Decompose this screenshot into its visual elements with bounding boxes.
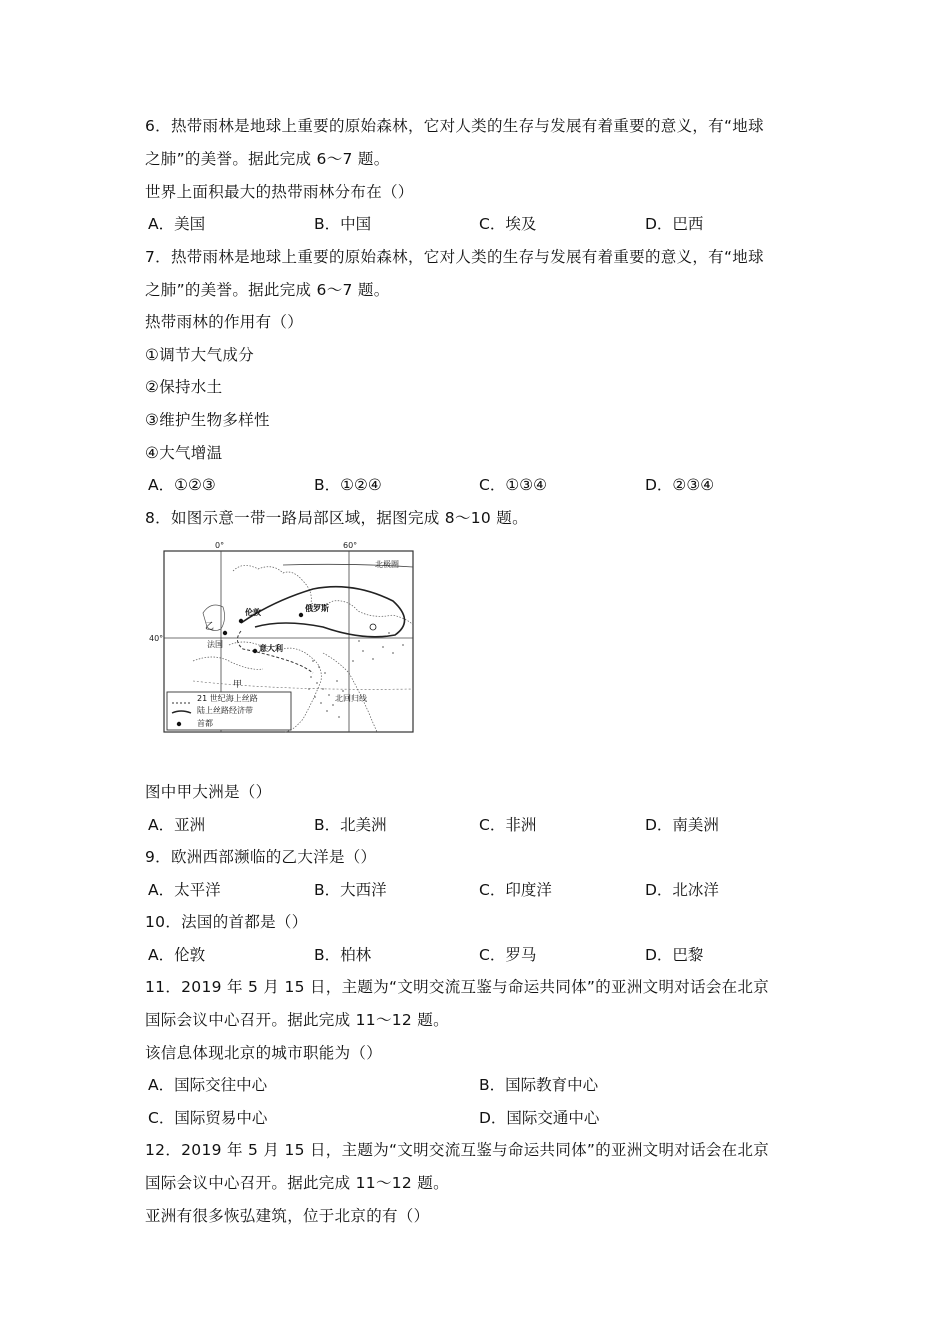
capital-dot-moscow xyxy=(299,613,303,617)
label-jia-continent: 甲 xyxy=(233,680,243,690)
q8-question: 图中甲大洲是（） xyxy=(145,783,272,801)
q11-option-d[interactable]: D．国际交通中心 xyxy=(479,1109,600,1127)
label-yi-ocean: 乙 xyxy=(205,622,215,632)
q9-option-a[interactable]: A．太平洋 xyxy=(148,881,221,899)
q7-item-4: ④大气增温 xyxy=(145,444,223,462)
legend-capital: 首都 xyxy=(197,719,213,728)
capital-dot-rome xyxy=(253,649,257,653)
q12-stem-line2: 国际会议中心召开。据此完成 11～12 题。 xyxy=(145,1174,449,1192)
q8-stem: 8．如图示意一带一路局部区域，据图完成 8～10 题。 xyxy=(145,509,528,527)
capital-dot-london xyxy=(239,619,243,623)
q10-question: 10．法国的首都是（） xyxy=(145,913,308,931)
label-france: 法国 xyxy=(207,640,223,649)
q10-options xyxy=(148,945,828,965)
q7-option-b[interactable]: B．①②④ xyxy=(314,476,382,494)
q8-option-a[interactable]: A．亚洲 xyxy=(148,816,206,834)
q9-option-b[interactable]: B．大西洋 xyxy=(314,881,387,899)
label-lon-0: 0° xyxy=(215,541,225,550)
q7-stem-line2: 之肺”的美誉。据此完成 6～7 题。 xyxy=(145,281,390,299)
q11-stem-line1: 11．2019 年 5 月 15 日，主题为“文明交流互鉴与命运共同体”的亚洲文明对话会在北京 xyxy=(145,978,770,996)
q10-option-b[interactable]: B．柏林 xyxy=(314,946,372,964)
q6-question: 世界上面积最大的热带雨林分布在（） xyxy=(145,183,414,201)
label-london: 伦敦 xyxy=(245,608,261,617)
belt-road-map xyxy=(149,541,415,733)
label-lon-60: 60° xyxy=(343,541,358,550)
label-arctic-circle: 北极圈 xyxy=(375,560,399,569)
q6-option-b[interactable]: B．中国 xyxy=(314,215,372,233)
q10-option-c[interactable]: C．罗马 xyxy=(479,946,537,964)
q9-options xyxy=(148,880,828,900)
q10-option-d[interactable]: D．巴黎 xyxy=(645,946,704,964)
legend-capital-symbol xyxy=(177,722,181,726)
q9-option-c[interactable]: C．印度洋 xyxy=(479,881,552,899)
q7-options xyxy=(148,475,828,495)
q7-question: 热带雨林的作用有（） xyxy=(145,313,304,331)
q11-stem-line2: 国际会议中心召开。据此完成 11～12 题。 xyxy=(145,1011,449,1029)
q12-stem-line1: 12．2019 年 5 月 15 日，主题为“文明交流互鉴与命运共同体”的亚洲文明对话会在北京 xyxy=(145,1141,770,1159)
label-lat-40: 40° xyxy=(149,634,164,643)
q10-option-a[interactable]: A．伦敦 xyxy=(148,946,206,964)
q8-options xyxy=(148,815,828,835)
label-tropic: 北回归线 xyxy=(335,694,367,703)
legend-sea-route: 21 世纪海上丝路 xyxy=(197,694,258,703)
q11-options-row1 xyxy=(148,1075,828,1095)
q7-stem-line1: 7．热带雨林是地球上重要的原始森林，它对人类的生存与发展有着重要的意义，有“地球 xyxy=(145,248,764,266)
q6-option-a[interactable]: A．美国 xyxy=(148,215,206,233)
q7-option-a[interactable]: A．①②③ xyxy=(148,476,216,494)
label-italy: 意大利 xyxy=(259,644,283,653)
q7-option-c[interactable]: C．①③④ xyxy=(479,476,548,494)
q6-option-d[interactable]: D．巴西 xyxy=(645,215,704,233)
q9-question: 9．欧洲西部濒临的乙大洋是（） xyxy=(145,848,377,866)
q12-question: 亚洲有很多恢弘建筑，位于北京的有（） xyxy=(145,1207,430,1225)
q6-stem-line1: 6．热带雨林是地球上重要的原始森林，它对人类的生存与发展有着重要的意义，有“地球 xyxy=(145,117,764,135)
q11-option-b[interactable]: B．国际教育中心 xyxy=(479,1076,599,1094)
q8-option-b[interactable]: B．北美洲 xyxy=(314,816,387,834)
q11-option-a[interactable]: A．国际交往中心 xyxy=(148,1076,268,1094)
q8-option-d[interactable]: D．南美洲 xyxy=(645,816,719,834)
legend-land-route: 陆上丝路经济带 xyxy=(197,706,253,715)
q11-option-c[interactable]: C．国际贸易中心 xyxy=(148,1109,268,1127)
q11-options-row2 xyxy=(148,1108,828,1128)
q7-item-3: ③维护生物多样性 xyxy=(145,411,270,429)
q6-stem-line2: 之肺”的美誉。据此完成 6～7 题。 xyxy=(145,150,390,168)
q7-option-d[interactable]: D．②③④ xyxy=(645,476,715,494)
label-russia: 俄罗斯 xyxy=(305,604,329,613)
q9-option-d[interactable]: D．北冰洋 xyxy=(645,881,719,899)
q6-options xyxy=(148,214,828,234)
q6-option-c[interactable]: C．埃及 xyxy=(479,215,537,233)
q11-question: 该信息体现北京的城市职能为（） xyxy=(145,1044,383,1062)
q7-item-2: ②保持水土 xyxy=(145,378,223,396)
capital-dot-paris xyxy=(223,631,227,635)
q8-option-c[interactable]: C．非洲 xyxy=(479,816,537,834)
q7-item-1: ①调节大气成分 xyxy=(145,346,254,364)
